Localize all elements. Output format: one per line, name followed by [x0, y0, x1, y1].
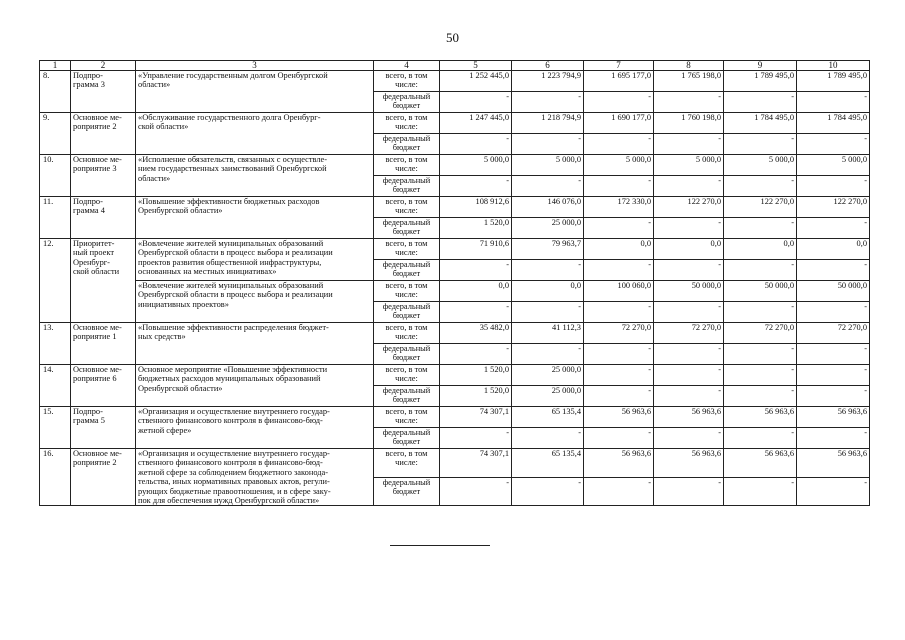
- funding-type-cell: федеральный бюджет: [374, 92, 440, 113]
- value-cell-col6: 0,0: [512, 281, 584, 302]
- item-type-cell: Приоритет- ный проект Оренбург- ской области: [71, 239, 136, 323]
- value-cell-col7: -: [584, 218, 654, 239]
- value-cell-col8: 1 765 198,0: [654, 71, 724, 92]
- funding-type-cell: федеральный бюджет: [374, 260, 440, 281]
- table-row: [40, 281, 870, 302]
- value-cell-col10: -: [797, 344, 870, 365]
- value-cell-col7: -: [584, 428, 654, 449]
- value-cell-col5: 1 520,0: [440, 365, 512, 386]
- table-row: [40, 71, 870, 92]
- item-name-cell: «Организация и осуществление внутреннего государ- ственного финансового контроля в финансово-бюд- жетной сфере»: [136, 407, 374, 449]
- value-cell-col6: 41 112,3: [512, 323, 584, 344]
- row-number-cell: 13.: [40, 323, 71, 365]
- value-cell-col8: -: [654, 386, 724, 407]
- item-name-cell: «Вовлечение жителей муниципальных образований Оренбургской области в процесс выбора и реализации инициативных проектов»: [136, 281, 374, 323]
- funding-type-cell: федеральный бюджет: [374, 344, 440, 365]
- value-cell-col7: -: [584, 260, 654, 281]
- value-cell-col8: -: [654, 176, 724, 197]
- item-name-cell: «Обслуживание государственного долга Оренбург- ской области»: [136, 113, 374, 155]
- value-cell-col6: 65 135,4: [512, 407, 584, 428]
- funding-type-cell: всего, в том числе:: [374, 197, 440, 218]
- table-row: [40, 407, 870, 428]
- row-number-cell: 12.: [40, 239, 71, 323]
- value-cell-col6: -: [512, 92, 584, 113]
- value-cell-col6: 65 135,4: [512, 449, 584, 478]
- value-cell-col6: -: [512, 260, 584, 281]
- item-name-cell: «Повышение эффективности распределения бюджет- ных средств»: [136, 323, 374, 365]
- value-cell-col7: 0,0: [584, 239, 654, 260]
- item-type-cell: Подпро- грамма 5: [71, 407, 136, 449]
- row-number-cell: 9.: [40, 113, 71, 155]
- value-cell-col5: -: [440, 176, 512, 197]
- value-cell-col6: 25 000,0: [512, 218, 584, 239]
- funding-type-cell: всего, в том числе:: [374, 323, 440, 344]
- value-cell-col5: 1 520,0: [440, 218, 512, 239]
- budget-table: [39, 60, 870, 506]
- value-cell-col10: -: [797, 176, 870, 197]
- value-cell-col10: -: [797, 477, 870, 506]
- value-cell-col7: -: [584, 92, 654, 113]
- item-type-cell: Основное ме- роприятие 2: [71, 113, 136, 155]
- value-cell-col10: 56 963,6: [797, 407, 870, 428]
- header-cell: 5: [440, 61, 512, 71]
- value-cell-col5: 0,0: [440, 281, 512, 302]
- funding-type-cell: всего, в том числе:: [374, 407, 440, 428]
- header-cell: 8: [654, 61, 724, 71]
- value-cell-col10: -: [797, 302, 870, 323]
- value-cell-col6: 25 000,0: [512, 386, 584, 407]
- value-cell-col5: 71 910,6: [440, 239, 512, 260]
- value-cell-col9: 122 270,0: [724, 197, 797, 218]
- row-number-cell: 8.: [40, 71, 71, 113]
- value-cell-col6: 25 000,0: [512, 365, 584, 386]
- item-name-cell: Основное мероприятие «Повышение эффективности бюджетных расходов муниципальных образований Оренбургской области»: [136, 365, 374, 407]
- value-cell-col7: -: [584, 386, 654, 407]
- value-cell-col7: 1 690 177,0: [584, 113, 654, 134]
- item-type-cell: Основное ме- роприятие 6: [71, 365, 136, 407]
- value-cell-col6: 1 218 794,9: [512, 113, 584, 134]
- item-name-cell: «Организация и осуществление внутреннего государ- ственного финансового контроля в финансово-бюд- жетной сфере за соблюдением бюджетного законода- тельства, иных нормативных правовых актов, регули- рующих бюджетные правоотношения, и в сфере заку- пок для обеспечения нужд Оренбургской области»: [136, 449, 374, 506]
- value-cell-col8: 1 760 198,0: [654, 113, 724, 134]
- value-cell-col5: 1 520,0: [440, 386, 512, 407]
- funding-type-cell: федеральный бюджет: [374, 386, 440, 407]
- value-cell-col5: -: [440, 92, 512, 113]
- item-type-cell: Основное ме- роприятие 3: [71, 155, 136, 197]
- value-cell-col8: 0,0: [654, 239, 724, 260]
- item-name-cell: «Вовлечение жителей муниципальных образований Оренбургской области в процесс выбора и реализации проектов развития общественной инфраструктуры, основанных на местных инициативах»: [136, 239, 374, 281]
- value-cell-col9: 72 270,0: [724, 323, 797, 344]
- funding-type-cell: всего, в том числе:: [374, 239, 440, 260]
- value-cell-col5: 35 482,0: [440, 323, 512, 344]
- value-cell-col7: -: [584, 176, 654, 197]
- header-cell: 4: [374, 61, 440, 71]
- value-cell-col7: -: [584, 302, 654, 323]
- funding-type-cell: всего, в том числе:: [374, 113, 440, 134]
- value-cell-col9: 50 000,0: [724, 281, 797, 302]
- funding-type-cell: федеральный бюджет: [374, 477, 440, 506]
- value-cell-col9: 0,0: [724, 239, 797, 260]
- value-cell-col7: 5 000,0: [584, 155, 654, 176]
- value-cell-col8: -: [654, 477, 724, 506]
- table-row: [40, 323, 870, 344]
- table-row: [40, 365, 870, 386]
- value-cell-col6: -: [512, 344, 584, 365]
- value-cell-col7: 72 270,0: [584, 323, 654, 344]
- table-row: [40, 155, 870, 176]
- value-cell-col10: -: [797, 428, 870, 449]
- table-row: [40, 239, 870, 260]
- value-cell-col8: -: [654, 92, 724, 113]
- value-cell-col5: 74 307,1: [440, 407, 512, 428]
- table-row: [40, 113, 870, 134]
- value-cell-col10: -: [797, 386, 870, 407]
- value-cell-col6: -: [512, 176, 584, 197]
- value-cell-col8: -: [654, 365, 724, 386]
- value-cell-col5: -: [440, 428, 512, 449]
- value-cell-col8: 122 270,0: [654, 197, 724, 218]
- value-cell-col9: -: [724, 134, 797, 155]
- value-cell-col7: -: [584, 365, 654, 386]
- value-cell-col5: -: [440, 302, 512, 323]
- value-cell-col7: 56 963,6: [584, 449, 654, 478]
- value-cell-col6: -: [512, 428, 584, 449]
- value-cell-col5: 5 000,0: [440, 155, 512, 176]
- value-cell-col9: -: [724, 477, 797, 506]
- value-cell-col9: -: [724, 218, 797, 239]
- value-cell-col6: -: [512, 134, 584, 155]
- value-cell-col7: 100 060,0: [584, 281, 654, 302]
- value-cell-col10: -: [797, 218, 870, 239]
- value-cell-col7: 1 695 177,0: [584, 71, 654, 92]
- value-cell-col9: -: [724, 365, 797, 386]
- value-cell-col10: 1 784 495,0: [797, 113, 870, 134]
- value-cell-col6: 1 223 794,9: [512, 71, 584, 92]
- value-cell-col5: 1 247 445,0: [440, 113, 512, 134]
- header-cell: 2: [71, 61, 136, 71]
- footer-divider: [390, 545, 490, 546]
- value-cell-col10: -: [797, 134, 870, 155]
- row-number-cell: 10.: [40, 155, 71, 197]
- value-cell-col10: 56 963,6: [797, 449, 870, 478]
- value-cell-col8: 56 963,6: [654, 407, 724, 428]
- header-cell: 7: [584, 61, 654, 71]
- value-cell-col8: 72 270,0: [654, 323, 724, 344]
- value-cell-col10: -: [797, 365, 870, 386]
- value-cell-col10: 50 000,0: [797, 281, 870, 302]
- funding-type-cell: всего, в том числе:: [374, 449, 440, 478]
- value-cell-col10: -: [797, 92, 870, 113]
- value-cell-col9: 1 789 495,0: [724, 71, 797, 92]
- value-cell-col6: -: [512, 477, 584, 506]
- value-cell-col5: 108 912,6: [440, 197, 512, 218]
- value-cell-col6: 5 000,0: [512, 155, 584, 176]
- item-name-cell: «Исполнение обязательств, связанных с осуществле- нием государственных заимствований Оренбургской области»: [136, 155, 374, 197]
- value-cell-col8: -: [654, 134, 724, 155]
- value-cell-col5: -: [440, 344, 512, 365]
- value-cell-col8: -: [654, 302, 724, 323]
- value-cell-col10: 122 270,0: [797, 197, 870, 218]
- funding-type-cell: федеральный бюджет: [374, 428, 440, 449]
- value-cell-col5: 74 307,1: [440, 449, 512, 478]
- value-cell-col10: 0,0: [797, 239, 870, 260]
- header-cell: 10: [797, 61, 870, 71]
- row-number-cell: 11.: [40, 197, 71, 239]
- value-cell-col5: -: [440, 134, 512, 155]
- value-cell-col9: -: [724, 302, 797, 323]
- value-cell-col5: -: [440, 477, 512, 506]
- funding-type-cell: федеральный бюджет: [374, 176, 440, 197]
- header-cell: 1: [40, 61, 71, 71]
- value-cell-col5: 1 252 445,0: [440, 71, 512, 92]
- value-cell-col7: 56 963,6: [584, 407, 654, 428]
- value-cell-col10: 5 000,0: [797, 155, 870, 176]
- value-cell-col7: -: [584, 344, 654, 365]
- value-cell-col9: -: [724, 428, 797, 449]
- row-number-cell: 16.: [40, 449, 71, 506]
- row-number-cell: 14.: [40, 365, 71, 407]
- funding-type-cell: всего, в том числе:: [374, 71, 440, 92]
- table-row: [40, 197, 870, 218]
- header-cell: 3: [136, 61, 374, 71]
- value-cell-col6: 146 076,0: [512, 197, 584, 218]
- value-cell-col9: -: [724, 344, 797, 365]
- value-cell-col6: 79 963,7: [512, 239, 584, 260]
- header-cell: 9: [724, 61, 797, 71]
- value-cell-col8: 56 963,6: [654, 449, 724, 478]
- funding-type-cell: федеральный бюджет: [374, 218, 440, 239]
- funding-type-cell: федеральный бюджет: [374, 134, 440, 155]
- value-cell-col9: 56 963,6: [724, 407, 797, 428]
- value-cell-col9: 1 784 495,0: [724, 113, 797, 134]
- item-type-cell: Основное ме- роприятие 2: [71, 449, 136, 506]
- item-type-cell: Основное ме- роприятие 1: [71, 323, 136, 365]
- value-cell-col7: -: [584, 477, 654, 506]
- value-cell-col9: -: [724, 176, 797, 197]
- value-cell-col8: 50 000,0: [654, 281, 724, 302]
- value-cell-col10: 1 789 495,0: [797, 71, 870, 92]
- funding-type-cell: всего, в том числе:: [374, 155, 440, 176]
- item-type-cell: Подпро- грамма 4: [71, 197, 136, 239]
- value-cell-col7: 172 330,0: [584, 197, 654, 218]
- header-cell: 6: [512, 61, 584, 71]
- funding-type-cell: федеральный бюджет: [374, 302, 440, 323]
- value-cell-col8: 5 000,0: [654, 155, 724, 176]
- value-cell-col8: -: [654, 218, 724, 239]
- item-name-cell: «Управление государственным долгом Оренбургской области»: [136, 71, 374, 113]
- header-row: [40, 61, 870, 71]
- row-number-cell: 15.: [40, 407, 71, 449]
- value-cell-col8: -: [654, 260, 724, 281]
- value-cell-col7: -: [584, 134, 654, 155]
- value-cell-col8: -: [654, 344, 724, 365]
- table-row: [40, 449, 870, 478]
- value-cell-col9: 5 000,0: [724, 155, 797, 176]
- value-cell-col5: -: [440, 260, 512, 281]
- value-cell-col10: 72 270,0: [797, 323, 870, 344]
- value-cell-col9: -: [724, 260, 797, 281]
- value-cell-col6: -: [512, 302, 584, 323]
- funding-type-cell: всего, в том числе:: [374, 365, 440, 386]
- page-number: 50: [446, 30, 459, 45]
- value-cell-col10: -: [797, 260, 870, 281]
- value-cell-col9: 56 963,6: [724, 449, 797, 478]
- value-cell-col9: -: [724, 92, 797, 113]
- item-name-cell: «Повышение эффективности бюджетных расходов Оренбургской области»: [136, 197, 374, 239]
- item-type-cell: Подпро- грамма 3: [71, 71, 136, 113]
- funding-type-cell: всего, в том числе:: [374, 281, 440, 302]
- value-cell-col8: -: [654, 428, 724, 449]
- value-cell-col9: -: [724, 386, 797, 407]
